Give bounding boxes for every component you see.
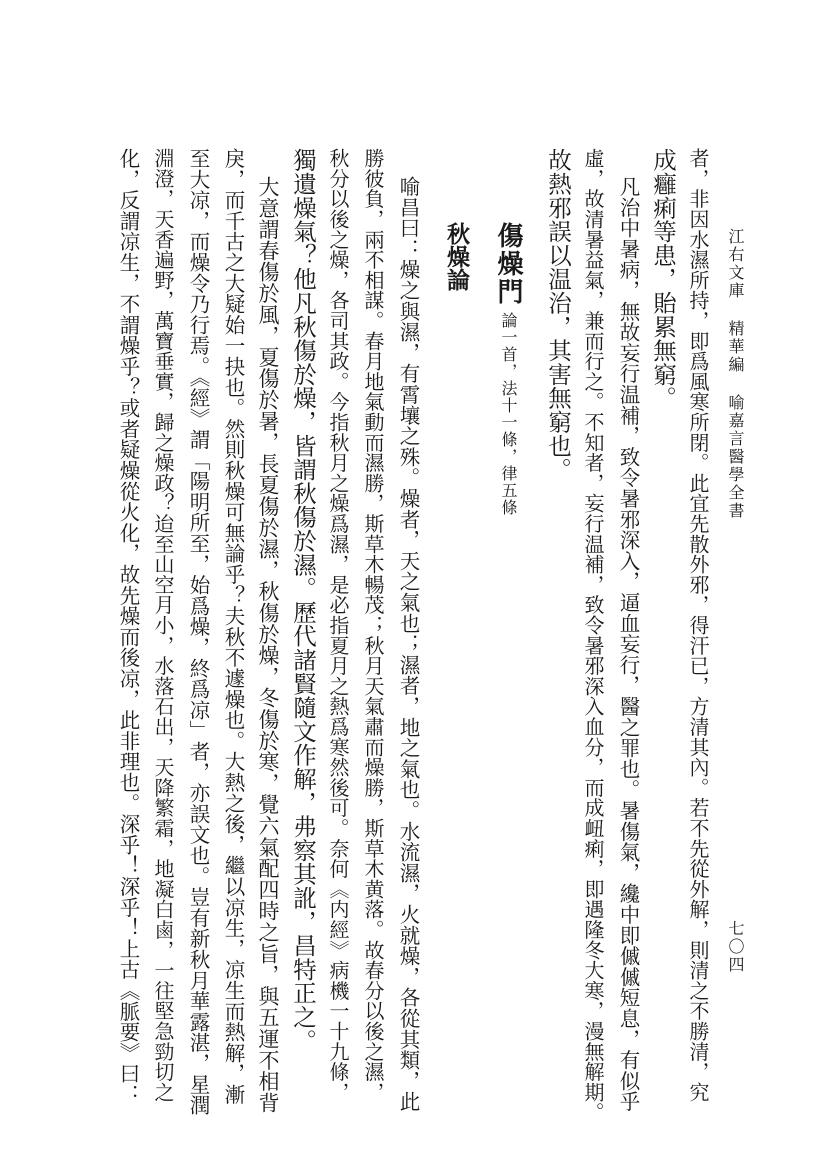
text-column: 勝彼負，兩不相謀。春月地氣動而濕勝，斯草木暢茂；秋月天氣肅而燥勝，斯草木黄落。故春分以後之濕， <box>361 148 385 1103</box>
text-column: 虛，故清暑益氣，兼而行之。不知者，妄行温補，致令暑邪深入血分，而成衄痢，即遇隆冬大寒，漫無解期。 <box>581 148 605 1123</box>
text-column: 秋分以後之燥，各司其政。今指秋月之燥爲濕，是必指夏月之熱爲寒然後可。奈何《内經》病機一十九條， <box>326 148 350 1103</box>
text-column: 大意謂春傷於風，夏傷於暑，長夏傷於濕，秋傷於燥，冬傷於寒，覺六氣配四時之旨，與五運不相背 <box>256 176 280 1114</box>
text-column: 至大凉，而燥令乃行焉。《經》謂「陽明所至，始爲燥，終爲凉」者，亦誤文也。豈有新秋月華露湛，星潤 <box>186 148 210 1116</box>
text-column: 化，反謂凉生，不謂燥乎？或者疑燥從火化，故先燥而後凉，此非理也。深乎！深乎！上古《脈要》曰： <box>116 148 140 1105</box>
text-column: 戾，而千古之大疑始一抉也。然則秋燥可無論乎？夫秋不遽燥也。大熱之後，繼以凉生，凉生而熱解，漸 <box>221 148 245 1105</box>
section-heading: 傷燥門 <box>493 222 523 306</box>
text-column: 者，非因水濕所持，即爲風寒所閉。此宜先散外邪，得汗已，方清其內。若不先從外解，則清之不勝清，究 <box>686 148 710 1103</box>
text-column: 故熱邪誤以温治，其害無窮也。 <box>544 148 572 482</box>
essay-title: 秋燥論 <box>443 222 470 291</box>
text-column: 喻昌曰：燥之與濕，有霄壤之殊。燥者，天之氣也；濕者，地之氣也。水流濕，火就燥，各從其類，此 <box>396 176 420 1112</box>
text-column: 凡治中暑病，無故妄行温補，致令暑邪深入，逼血妄行，醫之罪也。暑傷氣，纔中即傶傶短息，有似乎 <box>616 176 640 1112</box>
header-book-series <box>724 228 747 520</box>
text-column: 成癰痢等患，貽累無窮。 <box>649 148 677 410</box>
header-book: 江右文庫 <box>726 228 745 300</box>
section-subheading: 論一首，法十一條，律五條 <box>499 312 518 516</box>
section-heading-block <box>490 222 527 516</box>
header-title: 喻嘉言醫學全書 <box>726 394 745 520</box>
header-series: 精華編 <box>726 320 745 374</box>
text-column: 淵澄，天香遍野，萬寶垂實，歸之燥政？迨至山空月小，水落石出，天降繁霜，地凝白鹵，一往堅急勁切之 <box>151 148 175 1103</box>
page-number: 七〇四 <box>726 920 745 974</box>
text-column: 獨遺燥氣？他凡秋傷於燥，皆謂秋傷於濕。歷代諸賢隨文作解，弗察其訛，昌特正之。 <box>289 148 317 1053</box>
